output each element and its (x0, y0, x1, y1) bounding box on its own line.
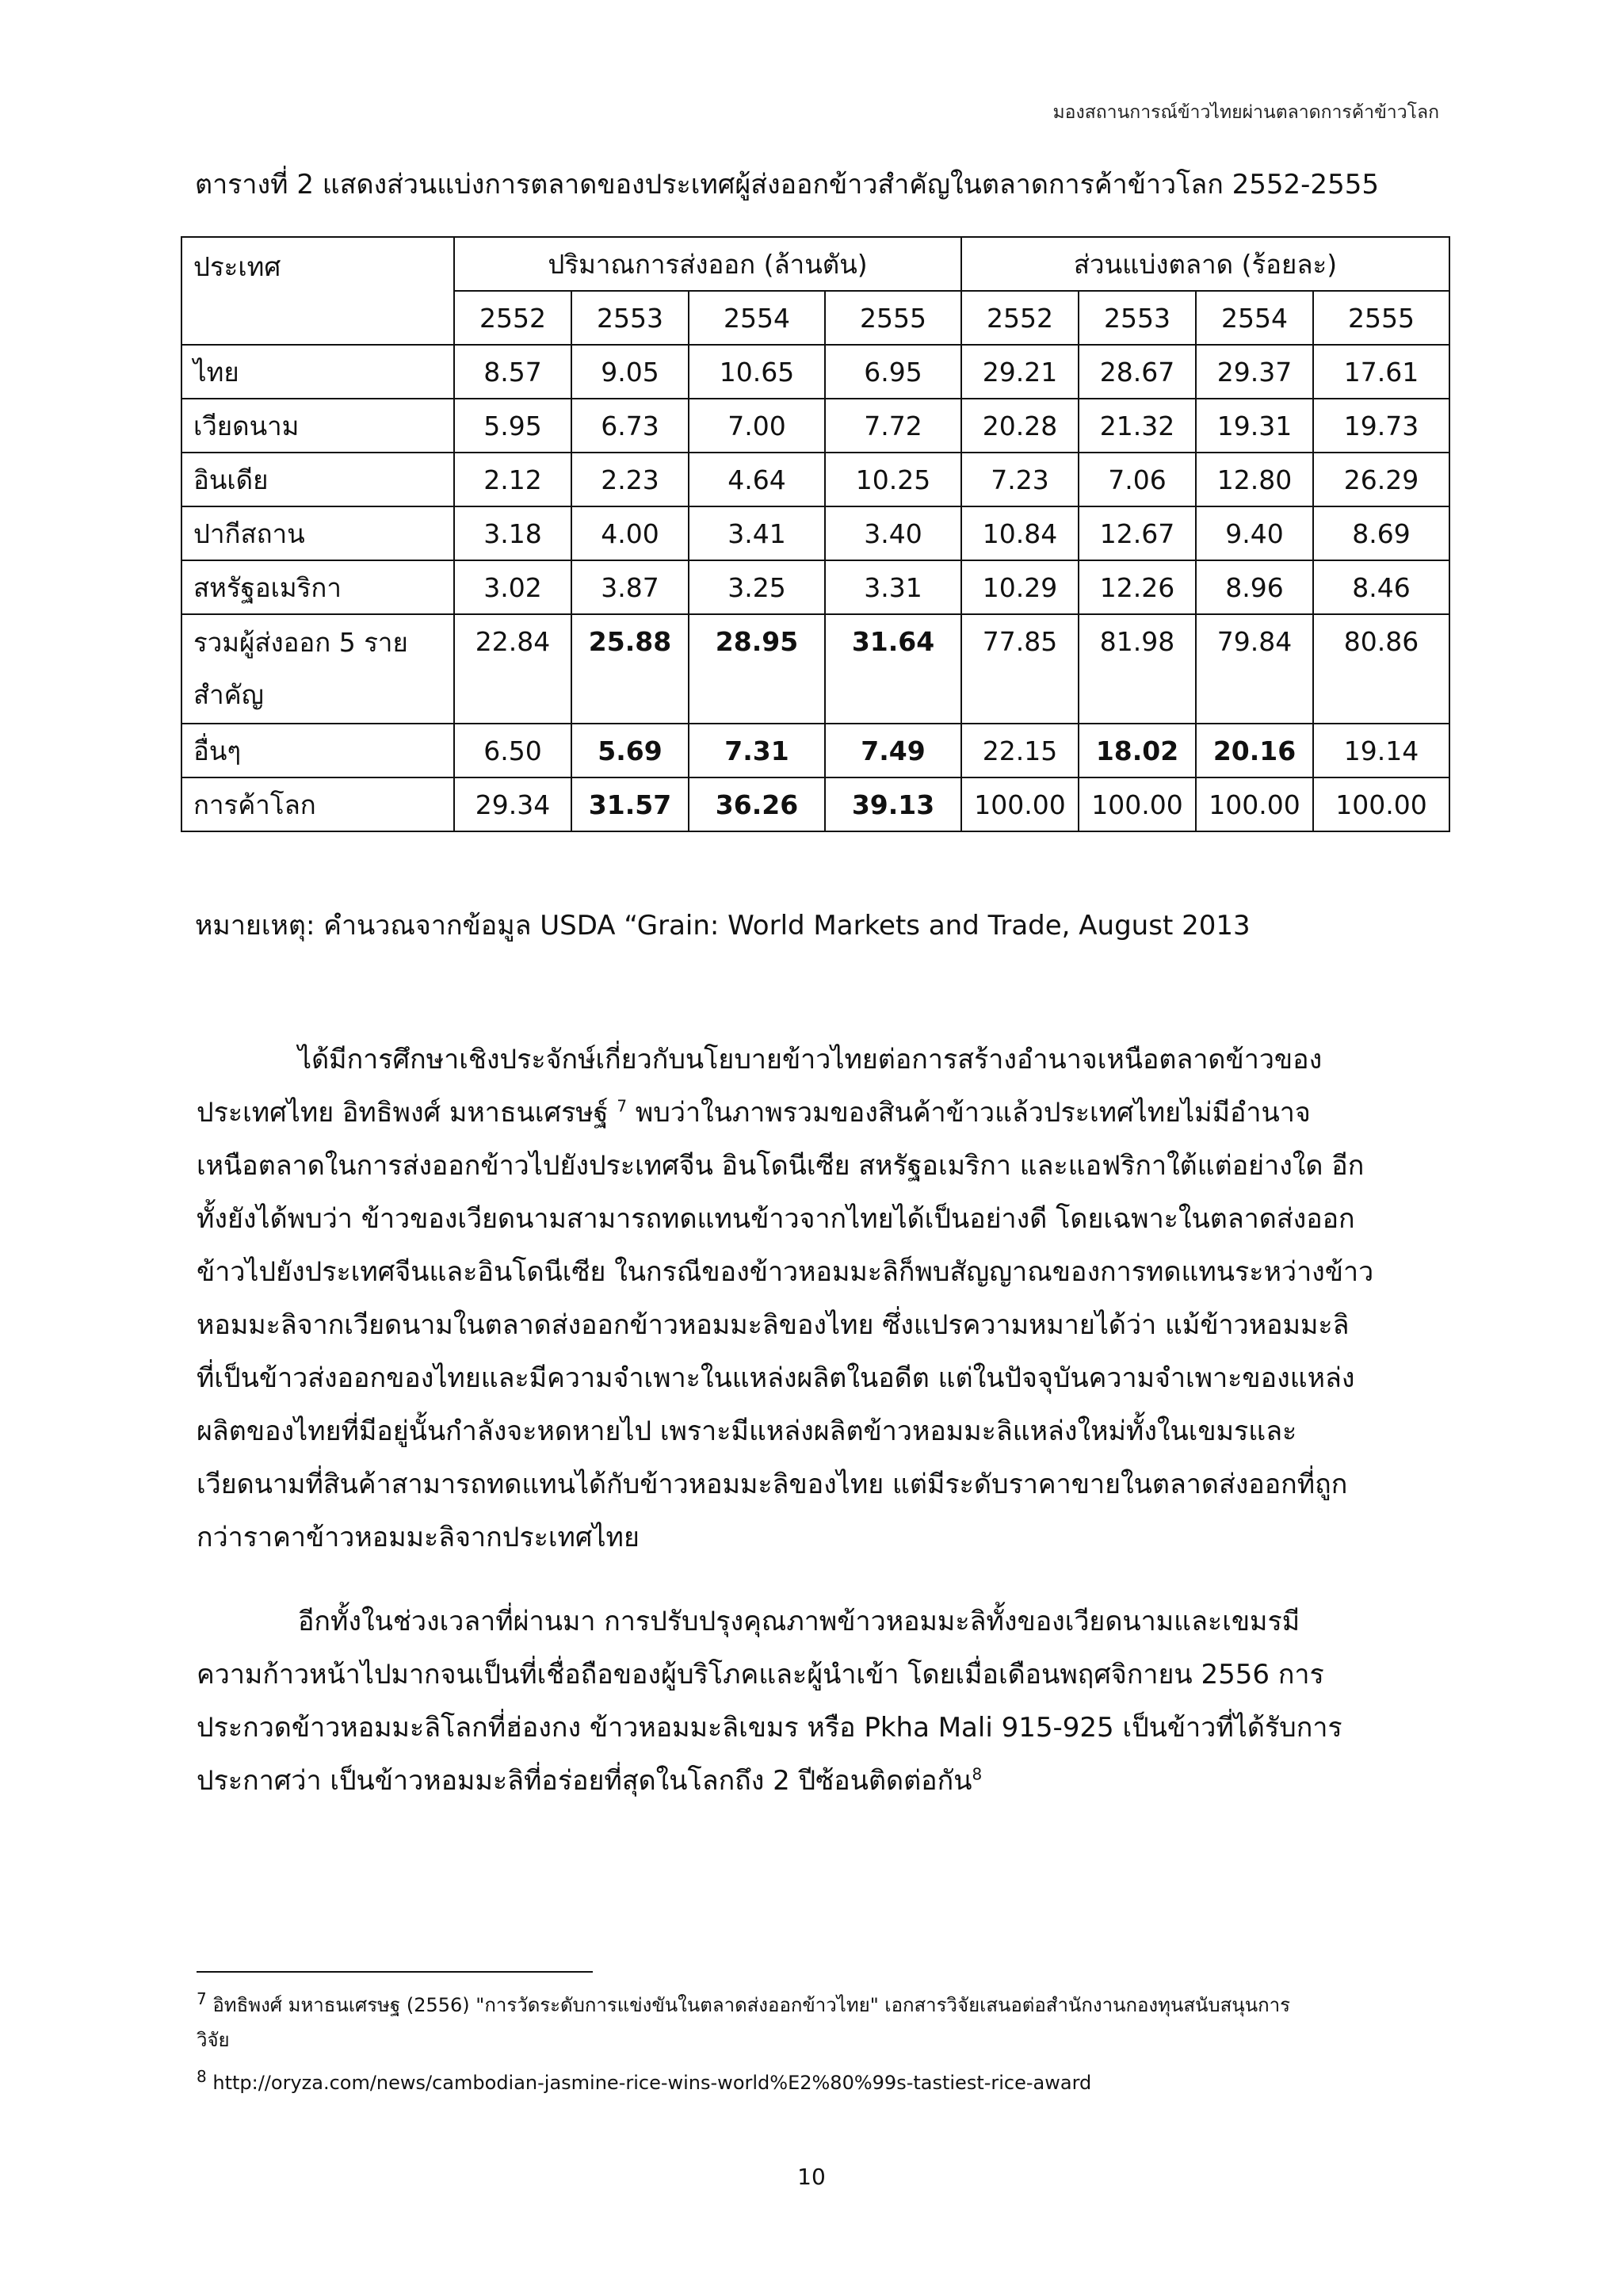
cell-volume: 9.05 (571, 345, 689, 399)
cell-volume: 29.34 (454, 777, 571, 831)
cell-share: 20.28 (961, 399, 1079, 453)
cell-share: 79.84 (1196, 614, 1313, 724)
cell-volume: 5.69 (571, 724, 689, 777)
footnote-link[interactable]: http://oryza.com/news/cambodian-jasmine-rice-wins-world%E2%80%99s-tastiest-rice-award (206, 2072, 1092, 2094)
header-year: 2554 (689, 291, 825, 345)
paragraph-line: ข้าวไปยังประเทศจีนและอินโดนีเซีย ในกรณีของข้าวหอมมะลิก็พบสัญญาณของการทดแทนระหว่างข้าว (197, 1256, 1374, 1288)
cell-share: 21.32 (1079, 399, 1196, 453)
cell-volume: 31.64 (825, 614, 961, 724)
header-year: 2554 (1196, 291, 1313, 345)
cell-volume: 7.72 (825, 399, 961, 453)
paragraph-line: ที่เป็นข้าวส่งออกของไทยและมีความจำเพาะในแหล่งผลิตในอดีต แต่ในปัจจุบันความจำเพาะของแหล่ง (197, 1362, 1355, 1394)
table-caption: ตารางที่ 2 แสดงส่วนแบ่งการตลาดของประเทศผู้ส่งออกข้าวสำคัญในตลาดการค้าข้าวโลก 2552-2555 (195, 169, 1379, 201)
running-header: มองสถานการณ์ข้าวไทยผ่านตลาดการค้าข้าวโลก (1052, 102, 1439, 123)
cell-share: 19.14 (1313, 724, 1449, 777)
cell-share: 100.00 (1196, 777, 1313, 831)
header-year: 2555 (825, 291, 961, 345)
table-row (181, 724, 1449, 777)
cell-volume: 3.40 (825, 506, 961, 560)
cell-share: 7.23 (961, 453, 1079, 506)
header-year: 2555 (1313, 291, 1449, 345)
cell-volume: 2.12 (454, 453, 571, 506)
footnote-text: อิทธิพงศ์ มหาธนเศรษฐ (2556) "การวัดระดับการแข่งขันในตลาดส่งออกข้าวไทย" เอกสารวิจัยเสนอต่อสำนักงานกองทุนสนับสนุนการ (206, 1994, 1291, 2016)
cell-share: 8.69 (1313, 506, 1449, 560)
cell-country: ปากีสถาน (181, 506, 454, 560)
cell-share: 20.16 (1196, 724, 1313, 777)
cell-volume: 6.73 (571, 399, 689, 453)
cell-share: 80.86 (1313, 614, 1449, 724)
paragraph-line: ความก้าวหน้าไปมากจนเป็นที่เชื่อถือของผู้บริโภคและผู้นำเข้า โดยเมื่อเดือนพฤศจิกายน 2556 การ (197, 1659, 1324, 1690)
cell-share: 12.26 (1079, 560, 1196, 614)
cell-country-line: สำคัญ (193, 679, 264, 710)
cell-country (181, 614, 454, 724)
export-share-table (181, 236, 1450, 832)
table-row (181, 614, 1449, 724)
paragraph-line: ได้มีการศึกษาเชิงประจักษ์เกี่ยวกับนโยบายข้าวไทยต่อการสร้างอำนาจเหนือตลาดข้าวของ (298, 1044, 1323, 1075)
paragraph-line (197, 1755, 1457, 1808)
footnote-divider (197, 1971, 593, 1973)
header-year: 2553 (571, 291, 689, 345)
footnote-8 (197, 2065, 1457, 2100)
cell-share: 26.29 (1313, 453, 1449, 506)
cell-share: 81.98 (1079, 614, 1196, 724)
table-row (181, 777, 1449, 831)
cell-country: เวียดนาม (181, 399, 454, 453)
cell-country: สหรัฐอเมริกา (181, 560, 454, 614)
cell-share: 17.61 (1313, 345, 1449, 399)
cell-share: 8.46 (1313, 560, 1449, 614)
cell-share: 18.02 (1079, 724, 1196, 777)
header-year: 2553 (1079, 291, 1196, 345)
cell-share: 10.84 (961, 506, 1079, 560)
cell-volume: 3.41 (689, 506, 825, 560)
cell-share: 12.67 (1079, 506, 1196, 560)
cell-share: 100.00 (1079, 777, 1196, 831)
header-year: 2552 (961, 291, 1079, 345)
table-row (181, 560, 1449, 614)
cell-volume: 2.23 (571, 453, 689, 506)
cell-share: 19.73 (1313, 399, 1449, 453)
cell-volume: 36.26 (689, 777, 825, 831)
footnote-marker: 7 (197, 1989, 207, 2008)
cell-volume: 7.31 (689, 724, 825, 777)
cell-volume: 4.00 (571, 506, 689, 560)
cell-share: 9.40 (1196, 506, 1313, 560)
cell-share: 12.80 (1196, 453, 1313, 506)
paragraph-line (197, 1087, 1457, 1140)
footnote-marker: 8 (197, 2067, 207, 2086)
paragraph-2 (197, 1595, 1457, 1808)
cell-country: อื่นๆ (181, 724, 454, 777)
paragraph-line: เวียดนามที่สินค้าสามารถทดแทนได้กับข้าวหอมมะลิของไทย แต่มีระดับราคาขายในตลาดส่งออกที่ถูก (197, 1469, 1348, 1500)
cell-share: 7.06 (1079, 453, 1196, 506)
cell-volume: 4.64 (689, 453, 825, 506)
cell-volume: 31.57 (571, 777, 689, 831)
paragraph-text: ประกาศว่า เป็นข้าวหอมมะลิที่อร่อยที่สุดในโลกถึง 2 ปีซ้อนติดต่อกัน (197, 1765, 972, 1797)
table-row (181, 453, 1449, 506)
cell-volume: 39.13 (825, 777, 961, 831)
paragraph-text: พบว่าในภาพรวมของสินค้าข้าวแล้วประเทศไทยไม่มีอำนาจ (627, 1097, 1311, 1129)
cell-volume: 10.65 (689, 345, 825, 399)
header-year: 2552 (454, 291, 571, 345)
table-row (181, 506, 1449, 560)
cell-share: 10.29 (961, 560, 1079, 614)
cell-share: 8.96 (1196, 560, 1313, 614)
cell-volume: 8.57 (454, 345, 571, 399)
cell-volume: 28.95 (689, 614, 825, 724)
cell-volume: 7.49 (825, 724, 961, 777)
cell-country-line: รวมผู้ส่งออก 5 ราย (193, 627, 408, 658)
paragraph-line: อีกทั้งในช่วงเวลาที่ผ่านมา การปรับปรุงคุณภาพข้าวหอมมะลิทั้งของเวียดนามและเขมรมี (298, 1606, 1300, 1637)
cell-volume: 3.87 (571, 560, 689, 614)
cell-share: 100.00 (961, 777, 1079, 831)
paragraph-line: กว่าราคาข้าวหอมมะลิจากประเทศไทย (197, 1522, 640, 1553)
cell-share: 29.21 (961, 345, 1079, 399)
footnote-7 (197, 1988, 1457, 2023)
cell-volume: 3.25 (689, 560, 825, 614)
footnote-ref: 8 (972, 1764, 983, 1784)
paragraph-line: เหนือตลาดในการส่งออกข้าวไปยังประเทศจีน อินโดนีเซีย สหรัฐอเมริกา และแอฟริกาใต้แต่อย่างใด อีก (197, 1150, 1365, 1182)
table-note: หมายเหตุ: คำนวณจากข้อมูล USDA “Grain: World Markets and Trade, August 2013 (195, 910, 1251, 942)
footnote-7-continued: วิจัย (197, 2029, 230, 2051)
paragraph-text: ประเทศไทย อิทธิพงศ์ มหาธนเศรษฐ์ (197, 1097, 617, 1129)
page-number: 10 (797, 2164, 826, 2190)
cell-share: 100.00 (1313, 777, 1449, 831)
cell-volume: 3.02 (454, 560, 571, 614)
header-country: ประเทศ (181, 237, 454, 345)
table-header-row (181, 237, 1449, 291)
cell-share: 28.67 (1079, 345, 1196, 399)
cell-volume: 6.95 (825, 345, 961, 399)
footnote-ref: 7 (617, 1096, 628, 1116)
cell-volume: 5.95 (454, 399, 571, 453)
cell-country: ไทย (181, 345, 454, 399)
paragraph-line: หอมมะลิจากเวียดนามในตลาดส่งออกข้าวหอมมะลิของไทย ซึ่งแปรความหมายได้ว่า แม้ข้าวหอมมะลิ (197, 1309, 1350, 1341)
header-volume-group: ปริมาณการส่งออก (ล้านตัน) (454, 237, 961, 291)
cell-volume: 6.50 (454, 724, 571, 777)
paragraph-1 (197, 1033, 1457, 1564)
header-share-group: ส่วนแบ่งตลาด (ร้อยละ) (961, 237, 1449, 291)
table-row (181, 399, 1449, 453)
paragraph-line: ประกวดข้าวหอมมะลิโลกที่ฮ่องกง ข้าวหอมมะลิเขมร หรือ Pkha Mali 915-925 เป็นข้าวที่ได้รับการ (197, 1712, 1342, 1744)
cell-volume: 10.25 (825, 453, 961, 506)
cell-share: 22.15 (961, 724, 1079, 777)
cell-volume: 25.88 (571, 614, 689, 724)
cell-share: 29.37 (1196, 345, 1313, 399)
cell-volume: 7.00 (689, 399, 825, 453)
cell-country: อินเดีย (181, 453, 454, 506)
paragraph-line: ผลิตของไทยที่มีอยู่นั้นกำลังจะหดหายไป เพราะมีแหล่งผลิตข้าวหอมมะลิแหล่งใหม่ทั้งในเขมรและ (197, 1415, 1297, 1447)
cell-volume: 22.84 (454, 614, 571, 724)
cell-volume: 3.31 (825, 560, 961, 614)
cell-volume: 3.18 (454, 506, 571, 560)
cell-country: การค้าโลก (181, 777, 454, 831)
cell-share: 19.31 (1196, 399, 1313, 453)
table-row (181, 345, 1449, 399)
cell-share: 77.85 (961, 614, 1079, 724)
footnotes (197, 1988, 1457, 2100)
paragraph-line: ทั้งยังได้พบว่า ข้าวของเวียดนามสามารถทดแทนข้าวจากไทยได้เป็นอย่างดี โดยเฉพาะในตลาดส่งออก (197, 1203, 1355, 1235)
